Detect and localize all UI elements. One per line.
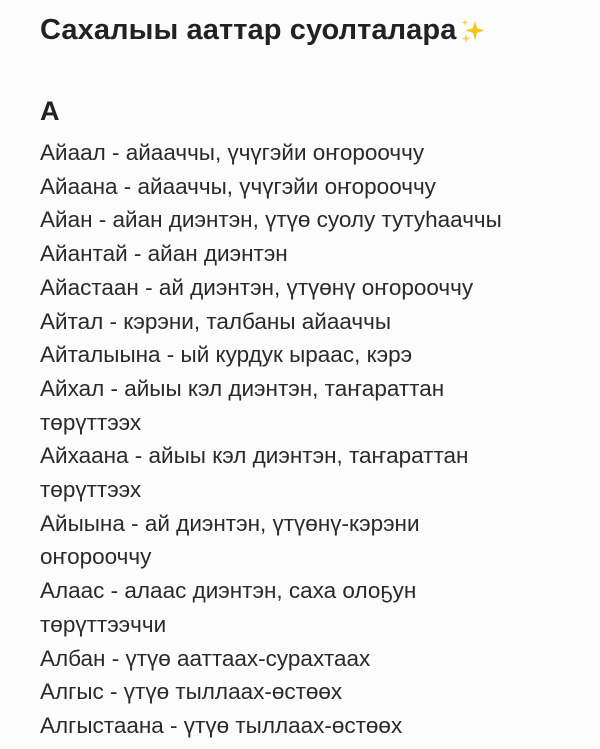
name-entry: Айхаана - айыы кэл диэнтэн, таҥараттан төрүттээх <box>40 443 469 503</box>
name-entry: Албан - үтүө ааттаах-сурахтаах <box>40 645 371 671</box>
section-letter: А <box>40 96 60 126</box>
name-entry: Айыына - ай диэнтэн, үтүөнү-кэрэни оҥорооччу <box>40 510 420 570</box>
document-page <box>40 0 585 749</box>
page-title: Сахалыы ааттар суолталара <box>40 14 457 46</box>
name-entry: Айаана - айааччы, үчүгэйи оҥорооччу <box>40 173 436 199</box>
name-entry: Алгыс - үтүө тыллаах-өстөөх <box>40 679 343 705</box>
name-entry: Айантай - айан диэнтэн <box>40 241 288 267</box>
name-entry: Айан - айан диэнтэн, үтүө суолу тутуһааччы <box>40 207 502 233</box>
name-entry: Алгыстаана - үтүө тыллаах-өстөөх <box>40 712 403 738</box>
name-entry: Айталыына - ый курдук ыраас, кэрэ <box>40 342 413 368</box>
name-list <box>40 136 585 743</box>
sparkles-icon <box>458 16 488 46</box>
name-entry: Айаал - айааччы, үчүгэйи оҥорооччу <box>40 140 425 165</box>
name-entry: Айтал - кэрэни, талбаны айааччы <box>40 308 391 334</box>
title-row <box>40 14 488 47</box>
name-entry: Алаас - алаас диэнтэн, саха олоҕун төрүттээччи <box>40 578 417 637</box>
name-entry: Айастаан - ай диэнтэн, үтүөнү оҥорооччу <box>40 274 474 300</box>
name-entry: Айхал - айыы кэл диэнтэн, таҥараттан төрүттээх <box>40 375 445 435</box>
